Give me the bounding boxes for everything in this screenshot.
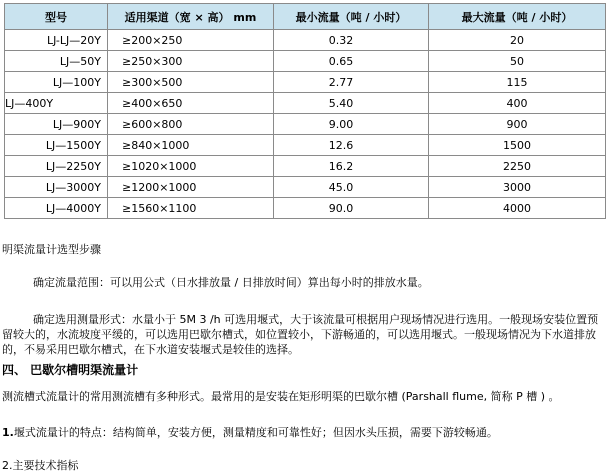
cell-min-flow: 0.65 (274, 51, 429, 72)
flume-intro-paragraph: 测流槽式流量计的常用测流槽有多种形式。最常用的是安装在矩形明渠的巴歇尔槽 (Parshall flume, 简称 P 槽 ) 。 (2, 390, 560, 403)
table-row (5, 198, 606, 219)
table-row (5, 177, 606, 198)
cell-max-flow: 115 (429, 72, 606, 93)
cell-max-flow: 20 (429, 30, 606, 51)
cell-max-flow: 900 (429, 114, 606, 135)
cell-model: LJ—1500Y (5, 135, 108, 156)
cell-max-flow: 4000 (429, 198, 606, 219)
cell-channel-size: ≥400×650 (108, 93, 274, 114)
weir-features-paragraph (2, 425, 498, 441)
cell-min-flow: 0.32 (274, 30, 429, 51)
header-max-flow: 最大流量（吨 / 小时） (429, 4, 606, 30)
cell-model: LJ—400Y (5, 93, 108, 114)
cell-model: LJ—4000Y (5, 198, 108, 219)
cell-model: LJ—100Y (5, 72, 108, 93)
selection-steps-title: 明渠流量计选型步骤 (2, 243, 101, 256)
flow-range-paragraph: 确定流量范围：可以用公式（日水排放量 / 日排放时间）算出每小时的排放水量。 (33, 276, 429, 289)
header-min-flow: 最小流量（吨 / 小时） (274, 4, 429, 30)
table-row (5, 72, 606, 93)
table-row (5, 135, 606, 156)
cell-min-flow: 45.0 (274, 177, 429, 198)
table-row (5, 156, 606, 177)
cell-channel-size: ≥1200×1000 (108, 177, 274, 198)
cell-model: LJ—3000Y (5, 177, 108, 198)
cell-min-flow: 16.2 (274, 156, 429, 177)
cell-model: LJ—2250Y (5, 156, 108, 177)
cell-channel-size: ≥200×250 (108, 30, 274, 51)
header-model: 型号 (5, 4, 108, 30)
cell-min-flow: 2.77 (274, 72, 429, 93)
spec-table (4, 3, 606, 219)
measurement-method-paragraph: 确定选用测量形式：水量小于 5M 3 /h 可选用堰式，大于该流量可根据用户现场情况进行选用。一般现场安装位置预留较大的，水流坡度平缓的，可以选用巴歇尔槽式，如位置较小，下游畅通的，可以选用堰式。一般现场情况为下水道排放的，不易采用巴歇尔槽式，在下水道安装堰式是较佳的选择。 (2, 313, 599, 356)
cell-min-flow: 9.00 (274, 114, 429, 135)
cell-min-flow: 12.6 (274, 135, 429, 156)
cell-max-flow: 3000 (429, 177, 606, 198)
cell-model: LJ-LJ—20Y (5, 30, 108, 51)
cell-channel-size: ≥840×1000 (108, 135, 274, 156)
cell-max-flow: 50 (429, 51, 606, 72)
cell-channel-size: ≥1560×1100 (108, 198, 274, 219)
weir-item-number: 1. (2, 426, 14, 439)
table-header-row (5, 4, 606, 30)
section-4-heading: 四、 巴歇尔槽明渠流量计 (2, 363, 139, 377)
cell-min-flow: 90.0 (274, 198, 429, 219)
cell-model: LJ—900Y (5, 114, 108, 135)
table-row (5, 93, 606, 114)
table-row (5, 30, 606, 51)
cell-min-flow: 5.40 (274, 93, 429, 114)
spec-heading: 2.主要技术指标 (2, 459, 79, 472)
cell-channel-size: ≥300×500 (108, 72, 274, 93)
cell-max-flow: 1500 (429, 135, 606, 156)
weir-features-text: 堰式流量计的特点：结构简单，安装方便，测量精度和可靠性好；但因水头压损，需要下游较畅通。 (13, 426, 498, 439)
table-row (5, 51, 606, 72)
cell-channel-size: ≥1020×1000 (108, 156, 274, 177)
cell-max-flow: 400 (429, 93, 606, 114)
cell-max-flow: 2250 (429, 156, 606, 177)
cell-channel-size: ≥600×800 (108, 114, 274, 135)
cell-channel-size: ≥250×300 (108, 51, 274, 72)
header-channel-size: 适用渠道（宽 × 高） mm (108, 4, 274, 30)
table-row (5, 114, 606, 135)
cell-model: LJ—50Y (5, 51, 108, 72)
